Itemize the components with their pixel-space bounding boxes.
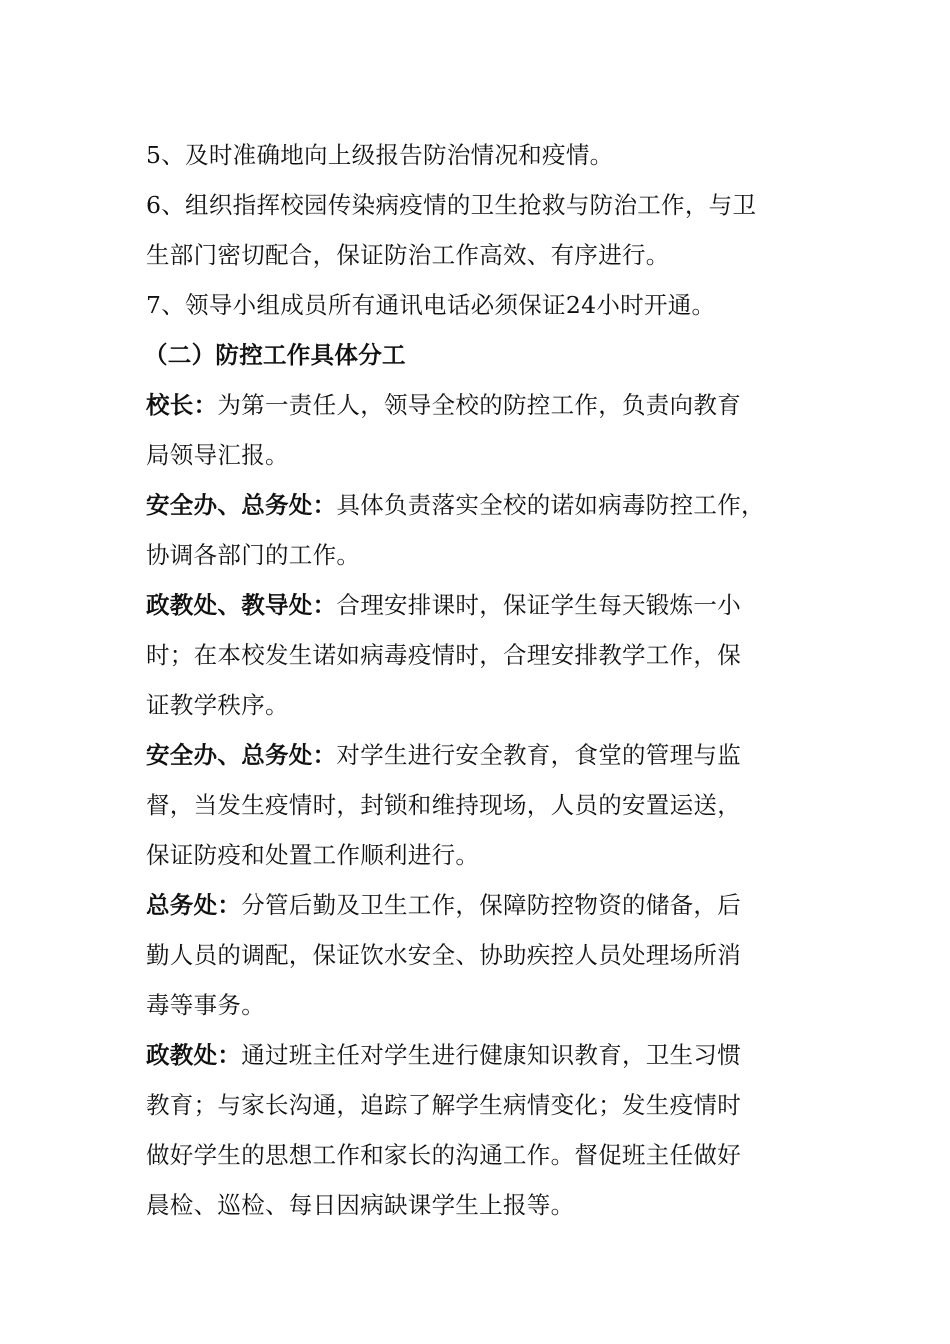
list-item-7: 7、领导小组成员所有通讯电话必须保证24小时开通。 [146, 291, 716, 319]
duty-text: 通过班主任对学生进行健康知识教育，卫生习惯 [241, 1041, 742, 1069]
duty-label: 政教处、教导处： [146, 591, 337, 619]
duty-safety-general-line-3: 保证防疫和处置工作顺利进行。 [146, 841, 480, 869]
duty-safety-office-line-1 [146, 480, 806, 530]
duty-political-teaching-line-1 [146, 580, 806, 630]
duty-label: 政教处： [146, 1041, 242, 1069]
duty-political-teaching-line-2: 时；在本校发生诺如病毒疫情时，合理安排教学工作，保 [146, 641, 741, 669]
duty-label: 安全办、总务处： [146, 491, 337, 519]
duty-political-teaching-line-3: 证教学秩序。 [146, 691, 289, 719]
duty-safety-general-line-2: 督，当发生疫情时，封锁和维持现场，人员的安置运送， [146, 791, 741, 819]
list-item-5: 5、及时准确地向上级报告防治情况和疫情。 [146, 141, 614, 169]
duty-political-office-line-3: 做好学生的思想工作和家长的沟通工作。督促班主任做好 [146, 1141, 741, 1169]
duty-label: 校长： [146, 391, 218, 419]
duty-safety-office-line-2: 协调各部门的工作。 [146, 541, 361, 569]
duty-general-affairs-line-3: 毒等事务。 [146, 991, 265, 1019]
duty-text: 合理安排课时，保证学生每天锻炼一小 [336, 591, 742, 619]
duty-text: 分管后勤及卫生工作，保障防控物资的储备，后 [241, 891, 742, 919]
section-heading: （二）防控工作具体分工 [144, 341, 406, 369]
duty-principal-line-2: 局领导汇报。 [146, 441, 289, 469]
duty-safety-general-line-1 [146, 730, 806, 780]
duty-principal-line-1 [146, 380, 806, 430]
duty-text: 对学生进行安全教育，食堂的管理与监 [336, 741, 742, 769]
list-item-6-line-2: 生部门密切配合，保证防治工作高效、有序进行。 [146, 241, 670, 269]
duty-label: 安全办、总务处： [146, 741, 337, 769]
document-page [146, 130, 806, 1230]
duty-general-affairs-line-1 [146, 880, 806, 930]
duty-label: 总务处： [146, 891, 242, 919]
duty-political-office-line-2: 教育；与家长沟通，追踪了解学生病情变化；发生疫情时 [146, 1091, 741, 1119]
duty-political-office-line-1 [146, 1030, 806, 1080]
duty-text: 为第一责任人，领导全校的防控工作，负责向教育 [217, 391, 742, 419]
duty-political-office-line-4: 晨检、巡检、每日因病缺课学生上报等。 [146, 1191, 575, 1219]
duty-general-affairs-line-2: 勤人员的调配，保证饮水安全、协助疾控人员处理场所消 [146, 941, 741, 969]
list-item-6-line-1: 6、组织指挥校园传染病疫情的卫生抢救与防治工作，与卫 [146, 191, 757, 219]
duty-text: 具体负责落实全校的诺如病毒防控工作， [336, 491, 765, 519]
